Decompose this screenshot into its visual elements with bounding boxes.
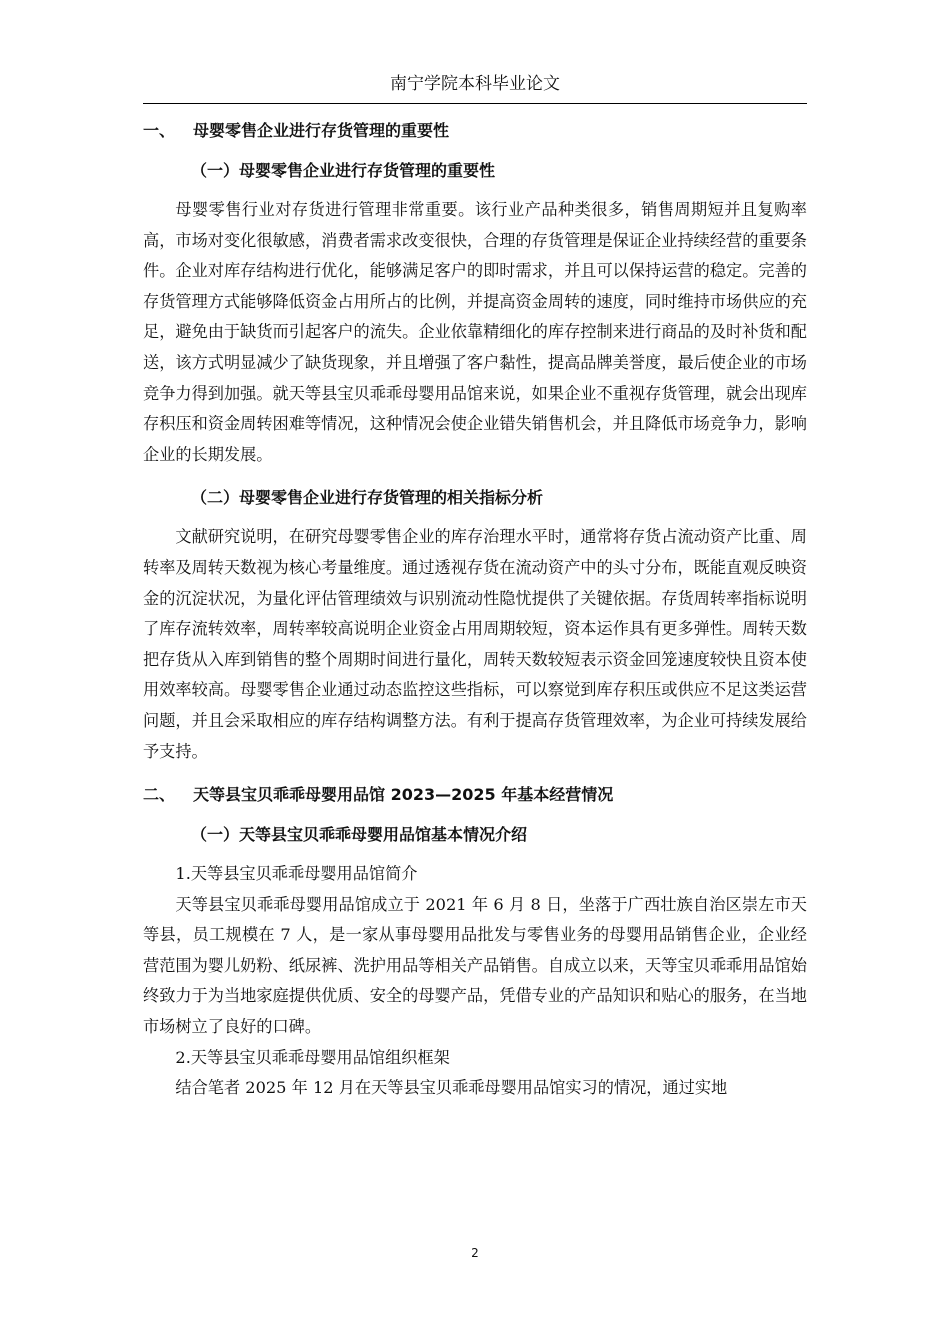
list-item-heading: 2.天等县宝贝乖乖母婴用品馆组织框架 xyxy=(175,1047,450,1067)
running-header: 南宁学院本科毕业论文 xyxy=(390,74,560,94)
subsection-heading: （一）母婴零售企业进行存货管理的重要性 xyxy=(191,161,496,180)
page-body xyxy=(143,119,807,1104)
section-number: 二、 xyxy=(143,785,176,805)
body-paragraph: 结合笔者 2025 年 12 月在天等县宝贝乖乖母婴用品馆实习的情况，通过实地 xyxy=(175,1078,728,1098)
section-heading-2 xyxy=(143,783,807,807)
section-heading-1 xyxy=(143,119,807,143)
body-paragraph: 天等县宝贝乖乖母婴用品馆成立于 2021 年 6 月 8 日，坐落于广西壮族自治区崇左市天等县，员工规模在 7 人，是一家从事母婴用品批发与零售业务的母婴用品销售企业，企业经营范围为婴儿奶粉、纸尿裤、洗护用品等相关产品销售。自成立以来，天等宝贝乖乖用品馆始终致力于为当地家庭提供优质、安全的母婴产品，凭借专业的产品知识和贴心的服务，在当地市场树立了良好的口碑。 xyxy=(143,894,807,1037)
body-paragraph: 母婴零售行业对存货进行管理非常重要。该行业产品种类很多，销售周期短并且复购率高，市场对变化很敏感，消费者需求改变很快，合理的存货管理是保证企业持续经营的重要条件。企业对库存结构进行优化，能够满足客户的即时需求，并且可以保持运营的稳定。完善的存货管理方式能够降低资金占用所占的比例，并提高资金周转的速度，同时维持市场供应的充足，避免由于缺货而引起客户的流失。企业依靠精细化的库存控制来进行商品的及时补货和配送，该方式明显减少了缺货现象，并且增强了客户黏性，提高品牌美誉度，最后使企业的市场竞争力得到加强。就天等县宝贝乖乖母婴用品馆来说，如果企业不重视存货管理，就会出现库存积压和资金周转困难等情况，这种情况会使企业错失销售机会，并且降低市场竞争力，影响企业的长期发展。 xyxy=(143,200,807,464)
page-number: 2 xyxy=(471,1246,479,1260)
subsection-heading: （二）母婴零售企业进行存货管理的相关指标分析 xyxy=(191,488,544,508)
subsection-heading: （一）天等县宝贝乖乖母婴用品馆基本情况介绍 xyxy=(191,825,528,845)
list-item-heading: 1.天等县宝贝乖乖母婴用品馆简介 xyxy=(175,864,418,884)
section-number: 一、 xyxy=(143,121,176,140)
body-paragraph: 文献研究说明，在研究母婴零售企业的库存治理水平时，通常将存货占流动资产比重、周转率及周转天数视为核心考量维度。通过透视存货在流动资产中的头寸分布，既能直观反映资金的沉淀状况，为量化评估管理绩效与识别流动性隐忧提供了关键依据。存货周转率指标说明了库存流转效率，周转率较高说明企业资金占用周期较短，资本运作具有更多弹性。周转天数把存货从入库到销售的整个周期时间进行量化，周转天数较短表示资金回笼速度较快且资本使用效率较高。母婴零售企业通过动态监控这些指标，可以察觉到库存积压或供应不足这类运营问题，并且会采取相应的库存结构调整方法。有利于提高存货管理效率，为企业可持续发展给予支持。 xyxy=(143,527,807,761)
section-title: 母婴零售企业进行存货管理的重要性 xyxy=(193,121,450,140)
section-title: 天等县宝贝乖乖母婴用品馆 2023—2025 年基本经营情况 xyxy=(193,785,614,805)
header-divider xyxy=(143,103,807,104)
